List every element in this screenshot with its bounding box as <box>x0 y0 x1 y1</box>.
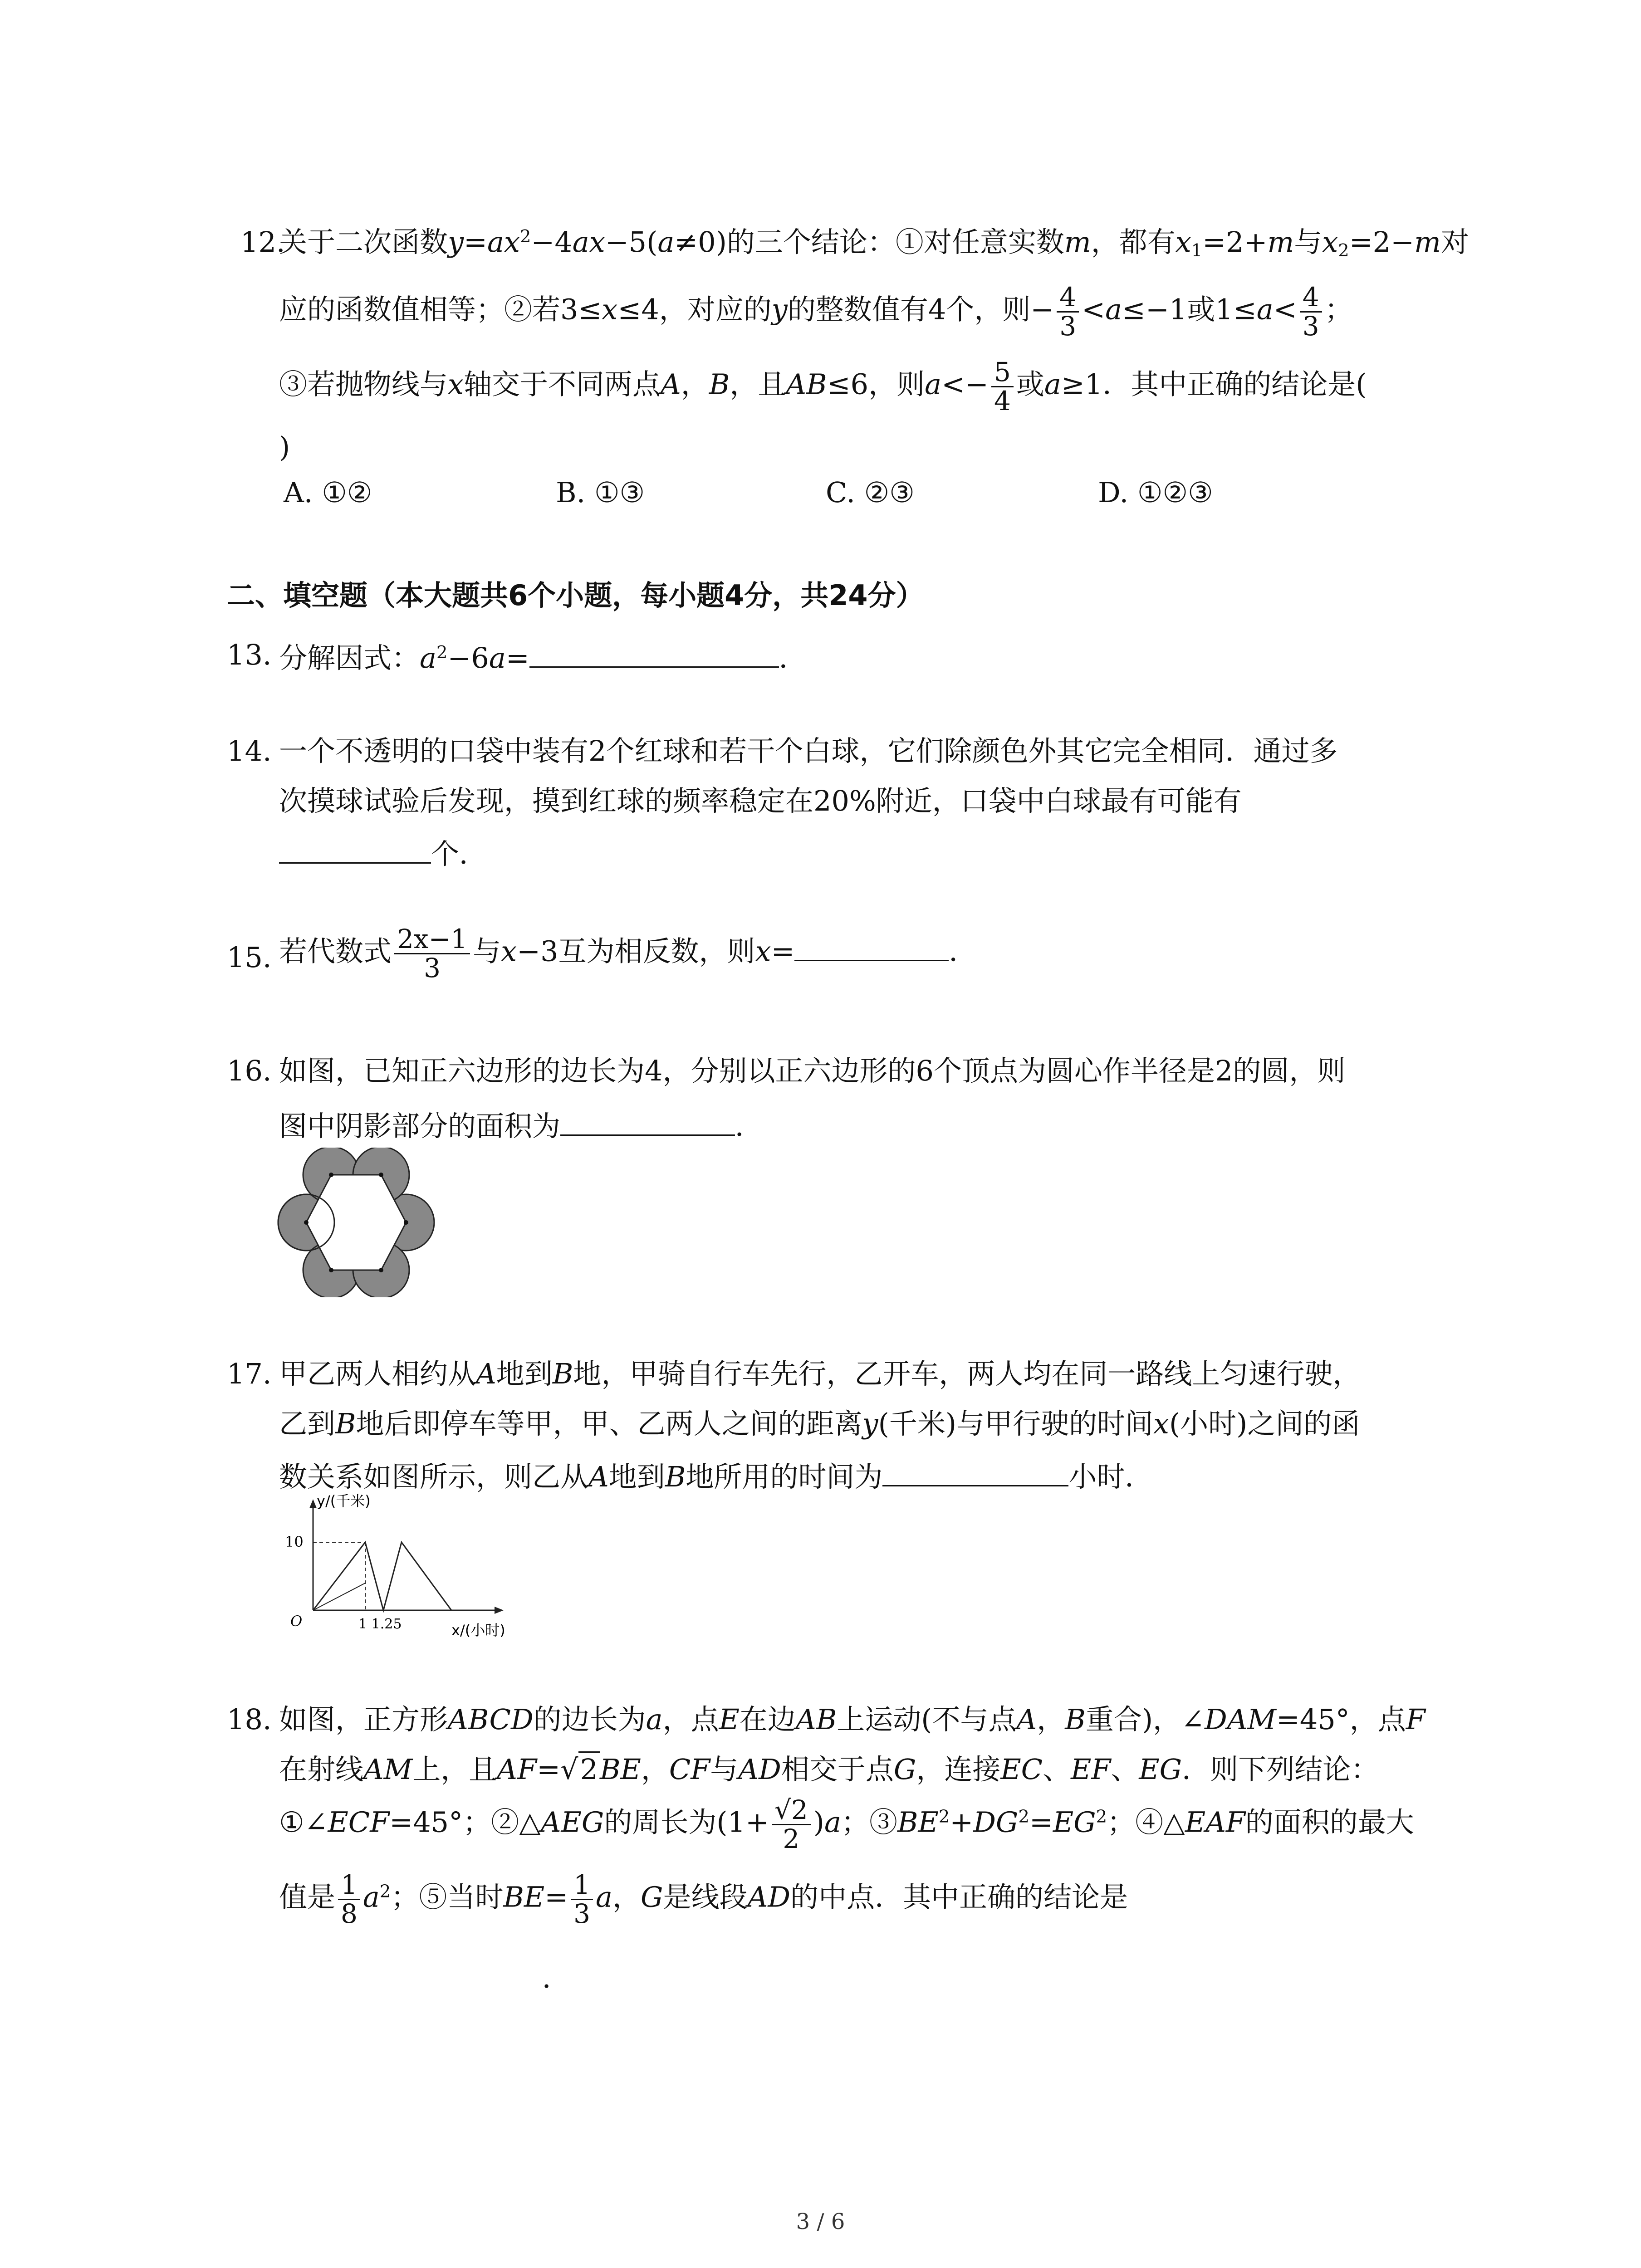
q12-option-c[interactable]: C. ②③ <box>826 476 915 509</box>
q18-line5: ． <box>542 1961 571 1994</box>
graph-x-ticks: 1 1.25 <box>358 1616 402 1632</box>
answer-blank[interactable] <box>560 1109 735 1136</box>
q12-line2: 应的函数值相等；②若3≤x≤4，对应的y的整数值有4个，则− $\frac{4}{3}$ <a≤−1或1≤a< $\frac{4}{3}$ ； <box>279 282 1353 342</box>
q15-number: 15. <box>227 941 272 974</box>
fraction: $\frac{2x-1}{3}$ <box>394 925 470 982</box>
q12-number: 12. <box>240 225 285 259</box>
fraction: $\frac{1}{8}$ <box>338 1871 360 1928</box>
q12-line4: ) <box>279 430 290 464</box>
q18-line4: 值是 $\frac{1}{8}$ $a^2$；⑤当时BE= $\frac{1}{3}$ a，G是线段AD的中点．其中正确的结论是 <box>279 1869 1128 1929</box>
q14-line1: 一个不透明的口袋中装有2个红球和若干个白球，它们除颜色外其它完全相同．通过多 <box>279 734 1338 767</box>
q16-number: 16. <box>227 1054 272 1087</box>
q14-line3: 个． <box>279 837 487 868</box>
graph-origin: O <box>290 1613 303 1630</box>
q17-number: 17. <box>227 1357 272 1390</box>
answer-blank[interactable] <box>882 1460 1068 1486</box>
sqrt: √2 <box>560 1755 600 1784</box>
q12-option-b[interactable]: B. ①③ <box>556 476 645 509</box>
q13-line: 分解因式：$a^2-6a=$ ． <box>279 641 807 675</box>
q12-line1: 关于二次函数$y=ax^2-4ax-5(a\ne 0)$的三个结论：①对任意实数m，都有$x_1=2+m$与$x_2=2-m$对 <box>279 225 1469 261</box>
answer-blank[interactable] <box>279 837 431 864</box>
q18-line2: 在射线AM上，且AF=√2BE，CF与AD相交于点G，连接EC、EF、EG．则下列结论： <box>279 1755 1379 1784</box>
graph-x-label: x/(小时) <box>451 1622 505 1639</box>
fraction: $\frac{4}{3}$ <box>1300 284 1322 340</box>
q18-number: 18. <box>227 1703 272 1736</box>
q18-line3: ①∠ECF=45°；②△AEG的周长为(1+ $\frac{√2}{2}$ )a；$③BE^2+DG^2=EG^2$；④△EAF的面积的最大 <box>279 1794 1414 1854</box>
q12-line3: ③若抛物线与x轴交于不同两点A，B，且AB≤6，则a<− $\frac{5}{4}$ 或a≥1．其中正确的结论是( <box>279 357 1367 416</box>
q15-line: 若代数式 $\frac{2x-1}{3}$ 与x−3互为相反数，则x= ． <box>279 924 977 983</box>
q14-line2: 次摸球试验后发现，摸到红球的频率稳定在20%附近，口袋中白球最有可能有 <box>279 784 1242 817</box>
q17-line2: 乙到B地后即停车等甲，甲、乙两人之间的距离y(千米)与甲行驶的时间x(小时)之间的函 <box>279 1407 1360 1440</box>
section-title: 二、填空题（本大题共6个小题，每小题4分，共24分） <box>227 579 924 612</box>
q14-number: 14. <box>227 734 272 767</box>
distance-time-graph <box>281 1492 535 1642</box>
q18-line1: 如图，正方形ABCD的边长为a，点E在边AB上运动(不与点A，B重合)，∠DAM=45°，点F <box>279 1703 1425 1736</box>
q13-number: 13. <box>227 638 272 671</box>
hexagon-circles-figure <box>272 1148 440 1297</box>
q12-option-d[interactable]: D. ①②③ <box>1098 476 1213 509</box>
q17-line3: 数关系如图所示，则乙从A地到B地所用的时间为 小时． <box>279 1460 1153 1493</box>
q16-line2: 图中阴影部分的面积为 ． <box>279 1110 764 1143</box>
fraction: $\frac{1}{3}$ <box>571 1871 593 1928</box>
fraction: $\frac{4}{3}$ <box>1057 284 1079 340</box>
q16-line1: 如图，已知正六边形的边长为4，分别以正六边形的6个顶点为圆心作半径是2的圆，则 <box>279 1054 1346 1087</box>
fraction: $\frac{5}{4}$ <box>991 358 1014 415</box>
answer-blank[interactable] <box>794 934 949 961</box>
graph-y-label: y/(千米) <box>317 1492 371 1510</box>
page-number: 3 / 6 <box>796 2209 845 2234</box>
graph-y-tick: 10 <box>285 1533 304 1550</box>
q17-line1: 甲乙两人相约从A地到B地，甲骑自行车先行，乙开车，两人均在同一路线上匀速行驶， <box>279 1357 1361 1390</box>
fraction: $\frac{√2}{2}$ <box>772 1796 811 1853</box>
q12-option-a[interactable]: A. ①② <box>284 476 372 509</box>
answer-blank[interactable] <box>529 641 779 668</box>
